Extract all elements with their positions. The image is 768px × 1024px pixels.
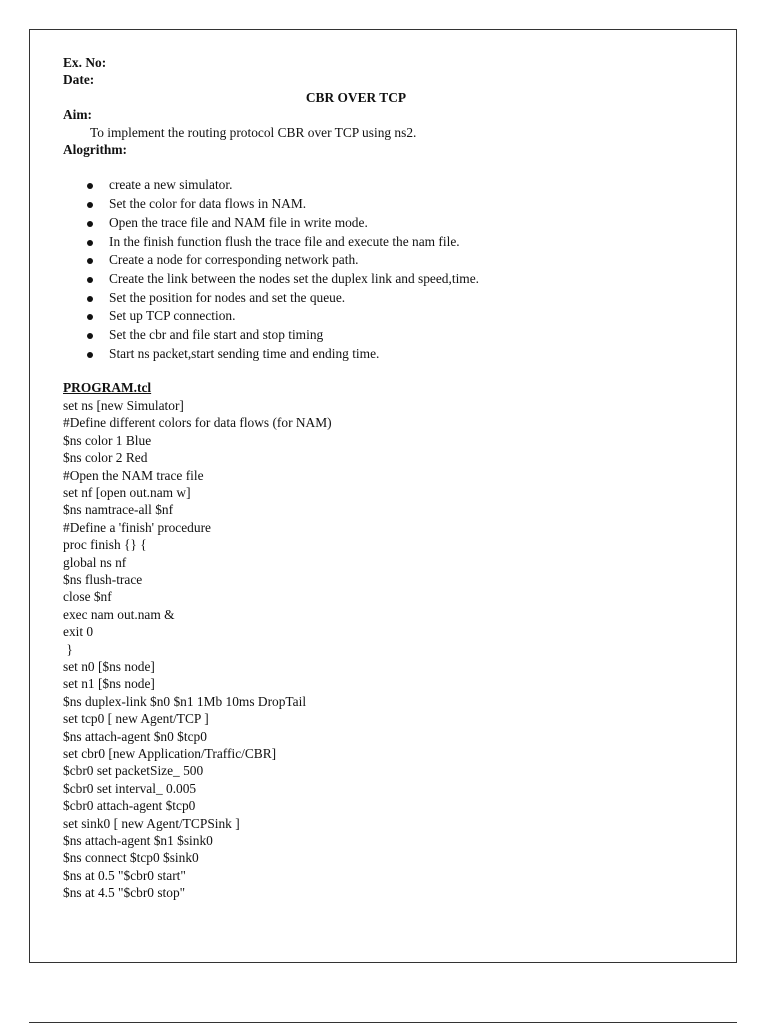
list-item: Open the trace file and NAM file in write mode. <box>63 214 723 233</box>
code-line: $ns color 1 Blue <box>63 432 152 448</box>
aim-text: To implement the routing protocol CBR over TCP using ns2. <box>90 124 417 140</box>
code-line: set nf [open out.nam w] <box>63 484 191 500</box>
code-line: set n0 [$ns node] <box>63 658 155 674</box>
code-line: set cbr0 [new Application/Traffic/CBR] <box>63 746 277 761</box>
code-line: $ns at 0.5 "$cbr0 start" <box>63 867 186 883</box>
code-line: $ns duplex-link $n0 $n1 1Mb 10ms DropTail <box>63 693 307 709</box>
code-line: #Define a 'finish' procedure <box>63 519 211 535</box>
document-content <box>63 54 723 902</box>
code-line: $cbr0 set packetSize_ 500 <box>63 763 204 779</box>
code-line: $cbr0 set interval_ 0.005 <box>63 780 197 796</box>
program-heading: PROGRAM.tcl <box>63 380 152 396</box>
list-item: create a new simulator. <box>63 176 723 195</box>
list-item: Set up TCP connection. <box>63 307 723 326</box>
list-item: Create the link between the nodes set the duplex link and speed,time. <box>63 270 723 289</box>
code-line: proc finish {} { <box>63 537 147 553</box>
program-code <box>63 397 723 902</box>
code-line: $ns at 4.5 "$cbr0 stop" <box>63 885 186 901</box>
code-line: set tcp0 [ new Agent/TCP ] <box>63 711 209 727</box>
code-line: set ns [new Simulator] <box>63 397 184 413</box>
code-line: #Open the NAM trace file <box>63 467 204 483</box>
list-item: Set the cbr and file start and stop timing <box>63 326 723 345</box>
code-line: $cbr0 attach-agent $tcp0 <box>63 798 196 814</box>
code-line: $ns attach-agent $n1 $sink0 <box>63 833 213 849</box>
document-title: CBR OVER TCP <box>305 89 407 105</box>
list-item: Set the position for nodes and set the queue. <box>63 289 723 308</box>
next-page-border <box>29 1022 737 1023</box>
code-line: close $nf <box>63 589 112 605</box>
list-item: Create a node for corresponding network path. <box>63 251 723 270</box>
code-line: $ns namtrace-all $nf <box>63 502 174 518</box>
code-line: $ns connect $tcp0 $sink0 <box>63 850 199 866</box>
algorithm-steps <box>63 176 723 363</box>
code-line: set n1 [$ns node] <box>63 676 155 692</box>
ex-no-label: Ex. No: <box>63 55 107 70</box>
code-line: $ns flush-trace <box>63 571 143 587</box>
code-line: #Define different colors for data flows (for NAM) <box>63 415 332 431</box>
code-line: set sink0 [ new Agent/TCPSink ] <box>63 815 240 831</box>
algorithm-label: Alogrithm: <box>63 142 127 158</box>
code-line: exit 0 <box>63 624 94 640</box>
code-line: $ns attach-agent $n0 $tcp0 <box>63 728 207 744</box>
date-label: Date: <box>63 72 95 88</box>
code-line: exec nam out.nam & <box>63 606 175 622</box>
code-line: } <box>63 641 73 657</box>
aim-label: Aim: <box>63 107 93 123</box>
code-line: $ns color 2 Red <box>63 450 148 466</box>
list-item: Set the color for data flows in NAM. <box>63 195 723 214</box>
list-item: Start ns packet,start sending time and ending time. <box>63 345 723 364</box>
code-line: global ns nf <box>63 554 127 570</box>
list-item: In the finish function flush the trace file and execute the nam file. <box>63 233 723 252</box>
